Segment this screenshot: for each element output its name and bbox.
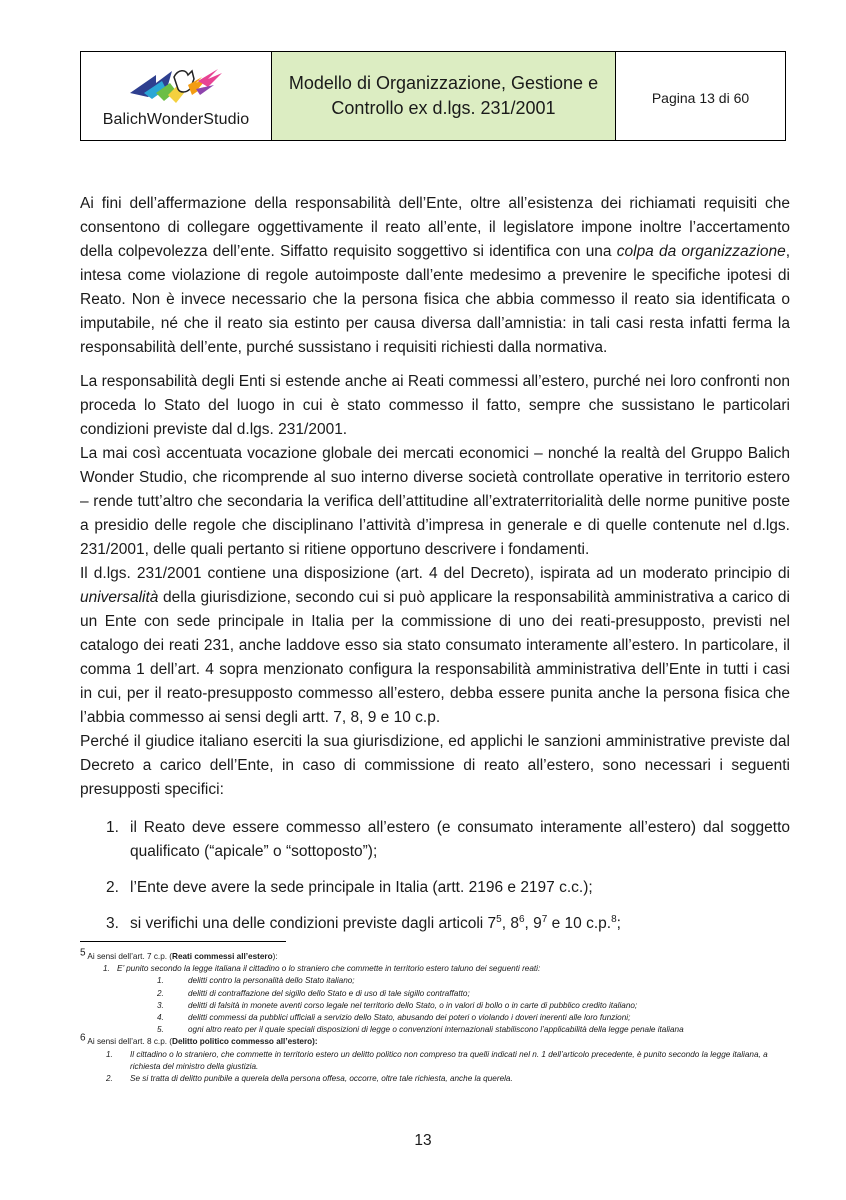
fn5-intro: Ai sensi dell’art. 7 c.p. ( (85, 952, 173, 961)
document-header (80, 51, 786, 141)
footnote-6-heading (80, 1032, 790, 1048)
item-text: delitti commessi da pubblici ufficiali a servizio dello Stato, abusando dei poteri o violando i doveri inerenti alle loro funzioni; (188, 1013, 631, 1023)
footnote-ref-7[interactable]: 7 (541, 913, 548, 925)
rainbow-hand-lightning-logo-icon (126, 63, 226, 107)
item3-text-5: ; (616, 915, 621, 932)
item3-text-4: e 10 c.p. (547, 915, 612, 932)
footnote-separator (80, 941, 286, 942)
title-line-1: Modello di Organizzazione, Gestione e (288, 73, 599, 93)
fn6-intro: Ai sensi dell’art. 8 c.p. ( (85, 1037, 173, 1047)
item3-text-2: , 8 (501, 915, 519, 932)
item-text: delitti di falsità in monete aventi corso legale nel territorio dello Stato, o in valori di bollo o in carte di pubblico credito italiano; (188, 1000, 638, 1010)
footnote-ref-8[interactable]: 8 (611, 913, 617, 925)
item3-text-1: si verifichi una delle condizioni previste dagli articoli 7 (130, 915, 497, 932)
clause-text: E’ punito secondo la legge italiana il cittadino o lo straniero che commette in territorio estero taluno dei seguenti reati: (117, 964, 541, 974)
p1-text-a: Ai fini dell’affermazione della responsabilità dell’Ente, oltre all’esistenza dei richiamati requisiti che consentono di collegare oggettivamente il reato all’ente, il legislatore impone inoltre l’accertamento della colpevolezza dell’ente. Siffatto requisito soggettivo si identifica con una (80, 195, 790, 260)
item-number: 3. (157, 1000, 164, 1010)
clause-text: Se si tratta di delitto punibile a querela della persona offesa, occorre, oltre tale richiesta, anche la querela. (130, 1074, 513, 1084)
fn5-bold: Reati commessi all’estero (172, 952, 273, 961)
list-item-number: 1. (106, 819, 119, 836)
fn5-outro: ): (272, 952, 278, 961)
document-body (80, 192, 790, 948)
list-item-text: il Reato deve essere commesso all’estero (e consumato interamente all’estero) dal soggetto qualificato (“apicale” o “sottoposto”); (130, 819, 790, 860)
footnote-6-clause (80, 1073, 790, 1085)
fn6-bold: Delitto politico commesso all’estero): (172, 1037, 318, 1047)
requirements-list (80, 816, 790, 936)
footnote-5-heading (80, 947, 790, 963)
paragraph-4 (80, 562, 790, 730)
page-indicator: Pagina 13 di 60 (651, 90, 750, 106)
item3-text-3: , 9 (524, 915, 542, 932)
brand-name: BalichWonderStudio (102, 111, 250, 128)
footnote-5-item (80, 988, 790, 1000)
p4-text-a: Il d.lgs. 231/2001 contiene una disposizione (art. 4 del Decreto), ispirata ad un moderato principio di (80, 565, 790, 582)
footnotes (80, 947, 790, 1085)
item-number: 1. (157, 976, 164, 986)
list-item (106, 876, 790, 900)
paragraph-3: La mai così accentuata vocazione globale dei mercati economici – nonché la realtà del Gruppo Balich Wonder Studio, che ricomprende al suo interno diverse società controllate operative in territorio estero – rende tutt’altro che secondaria la verifica dell’attitudine all’extraterritorialità delle norme punitive poste a presidio delle regole che disciplinano l’attività d’impresa in generale e di quelle contenute nel d.lgs. 231/2001, delle quali pertanto si ritiene opportuno descrivere i fondamenti. (80, 445, 790, 558)
footnote-5-item (80, 1000, 790, 1012)
title-line-2: Controllo ex d.lgs. 231/2001 (331, 98, 556, 118)
item-number: 2. (157, 988, 164, 998)
paragraph-1 (80, 192, 790, 360)
clause-text: Il cittadino o lo straniero, che commette in territorio estero un delitto politico non compreso tra quelli indicati nel n. 1 dell’articolo precedente, è punito secondo la legge italiana, a richiesta del ministro della giustizia. (130, 1049, 768, 1071)
clause-number: 1. (106, 1049, 113, 1059)
item-text: ogni altro reato per il quale speciali disposizioni di legge o convenzioni internazionali stabiliscono l’applicabilità della legge penale italiana (188, 1025, 684, 1035)
footnote-5-item (80, 1024, 790, 1036)
logo-cell (81, 52, 272, 140)
document-title (272, 52, 616, 140)
paragraph-2: La responsabilità degli Enti si estende anche ai Reati commessi all’estero, purché nei loro confronti non proceda lo Stato del luogo in cui è stato commesso il fatto, sempre che sussistano le particolari condizioni previste dal d.lgs. 231/2001. (80, 373, 790, 438)
list-item-number: 3. (106, 915, 119, 932)
footnote-5-clause (80, 963, 790, 975)
footnote-ref-5[interactable]: 5 (496, 913, 502, 925)
footnote-6-clause (80, 1049, 790, 1073)
list-item-number: 2. (106, 879, 119, 896)
p4-emphasis: universalità (80, 589, 159, 606)
footnote-ref-6[interactable]: 6 (518, 913, 525, 925)
footnote-5-item (80, 975, 790, 987)
clause-number: 1. (103, 964, 110, 974)
p1-text-b: , intesa come violazione di regole autoimposte dall’ente medesimo a prevenire le specifiche ipotesi di Reato. Non è invece necessario che la persona fisica che abbia commesso il reato sia identificata o imputabile, né che il reato sia estinto per causa diversa dall’amnistia: in tali casi resta infatti ferma la responsabilità dell’ente, purché sussistano i requisiti richiesti dalla normativa. (80, 243, 791, 356)
list-item (106, 816, 790, 864)
page-number: 13 (414, 1132, 432, 1149)
p4-text-b: della giurisdizione, secondo cui si può applicare la responsabilità amministrativa a carico di un Ente con sede principale in Italia per la commissione di uno dei reati-presupposto, previsti nel catalogo dei reati 231, anche laddove esso sia stato consumato interamente all’estero. In particolare, il comma 1 dell’art. 4 sopra menzionato configura la responsabilità amministrativa dell’Ente in tutti i casi in cui, per il reato-presupposto commesso all’estero, debba essere punita anche la persona fisica che l’abbia commesso ai sensi degli artt. 7, 8, 9 e 10 c.p. (80, 589, 790, 726)
list-item-text: l’Ente deve avere la sede principale in Italia (artt. 2196 e 2197 c.c.); (130, 879, 593, 896)
footnote-mark: 6 (80, 1032, 86, 1044)
item-number: 4. (157, 1013, 164, 1023)
list-item (106, 912, 790, 936)
clause-number: 2. (106, 1074, 113, 1084)
item-number: 5. (157, 1025, 164, 1035)
footnote-mark: 5 (80, 947, 86, 959)
item-text: delitti contro la personalità dello Stato italiano; (188, 976, 355, 986)
footnote-5-item (80, 1012, 790, 1024)
item-text: delitti di contraffazione del sigillo dello Stato e di uso di tale sigillo contraffatto; (188, 988, 470, 998)
p1-emphasis: colpa da organizzazione (616, 243, 786, 260)
paragraph-5: Perché il giudice italiano eserciti la sua giurisdizione, ed applichi le sanzioni amministrative previste dal Decreto a carico dell’Ente, in caso di commissione di reato all’estero, sono necessari i seguenti presupposti specifici: (80, 733, 790, 798)
